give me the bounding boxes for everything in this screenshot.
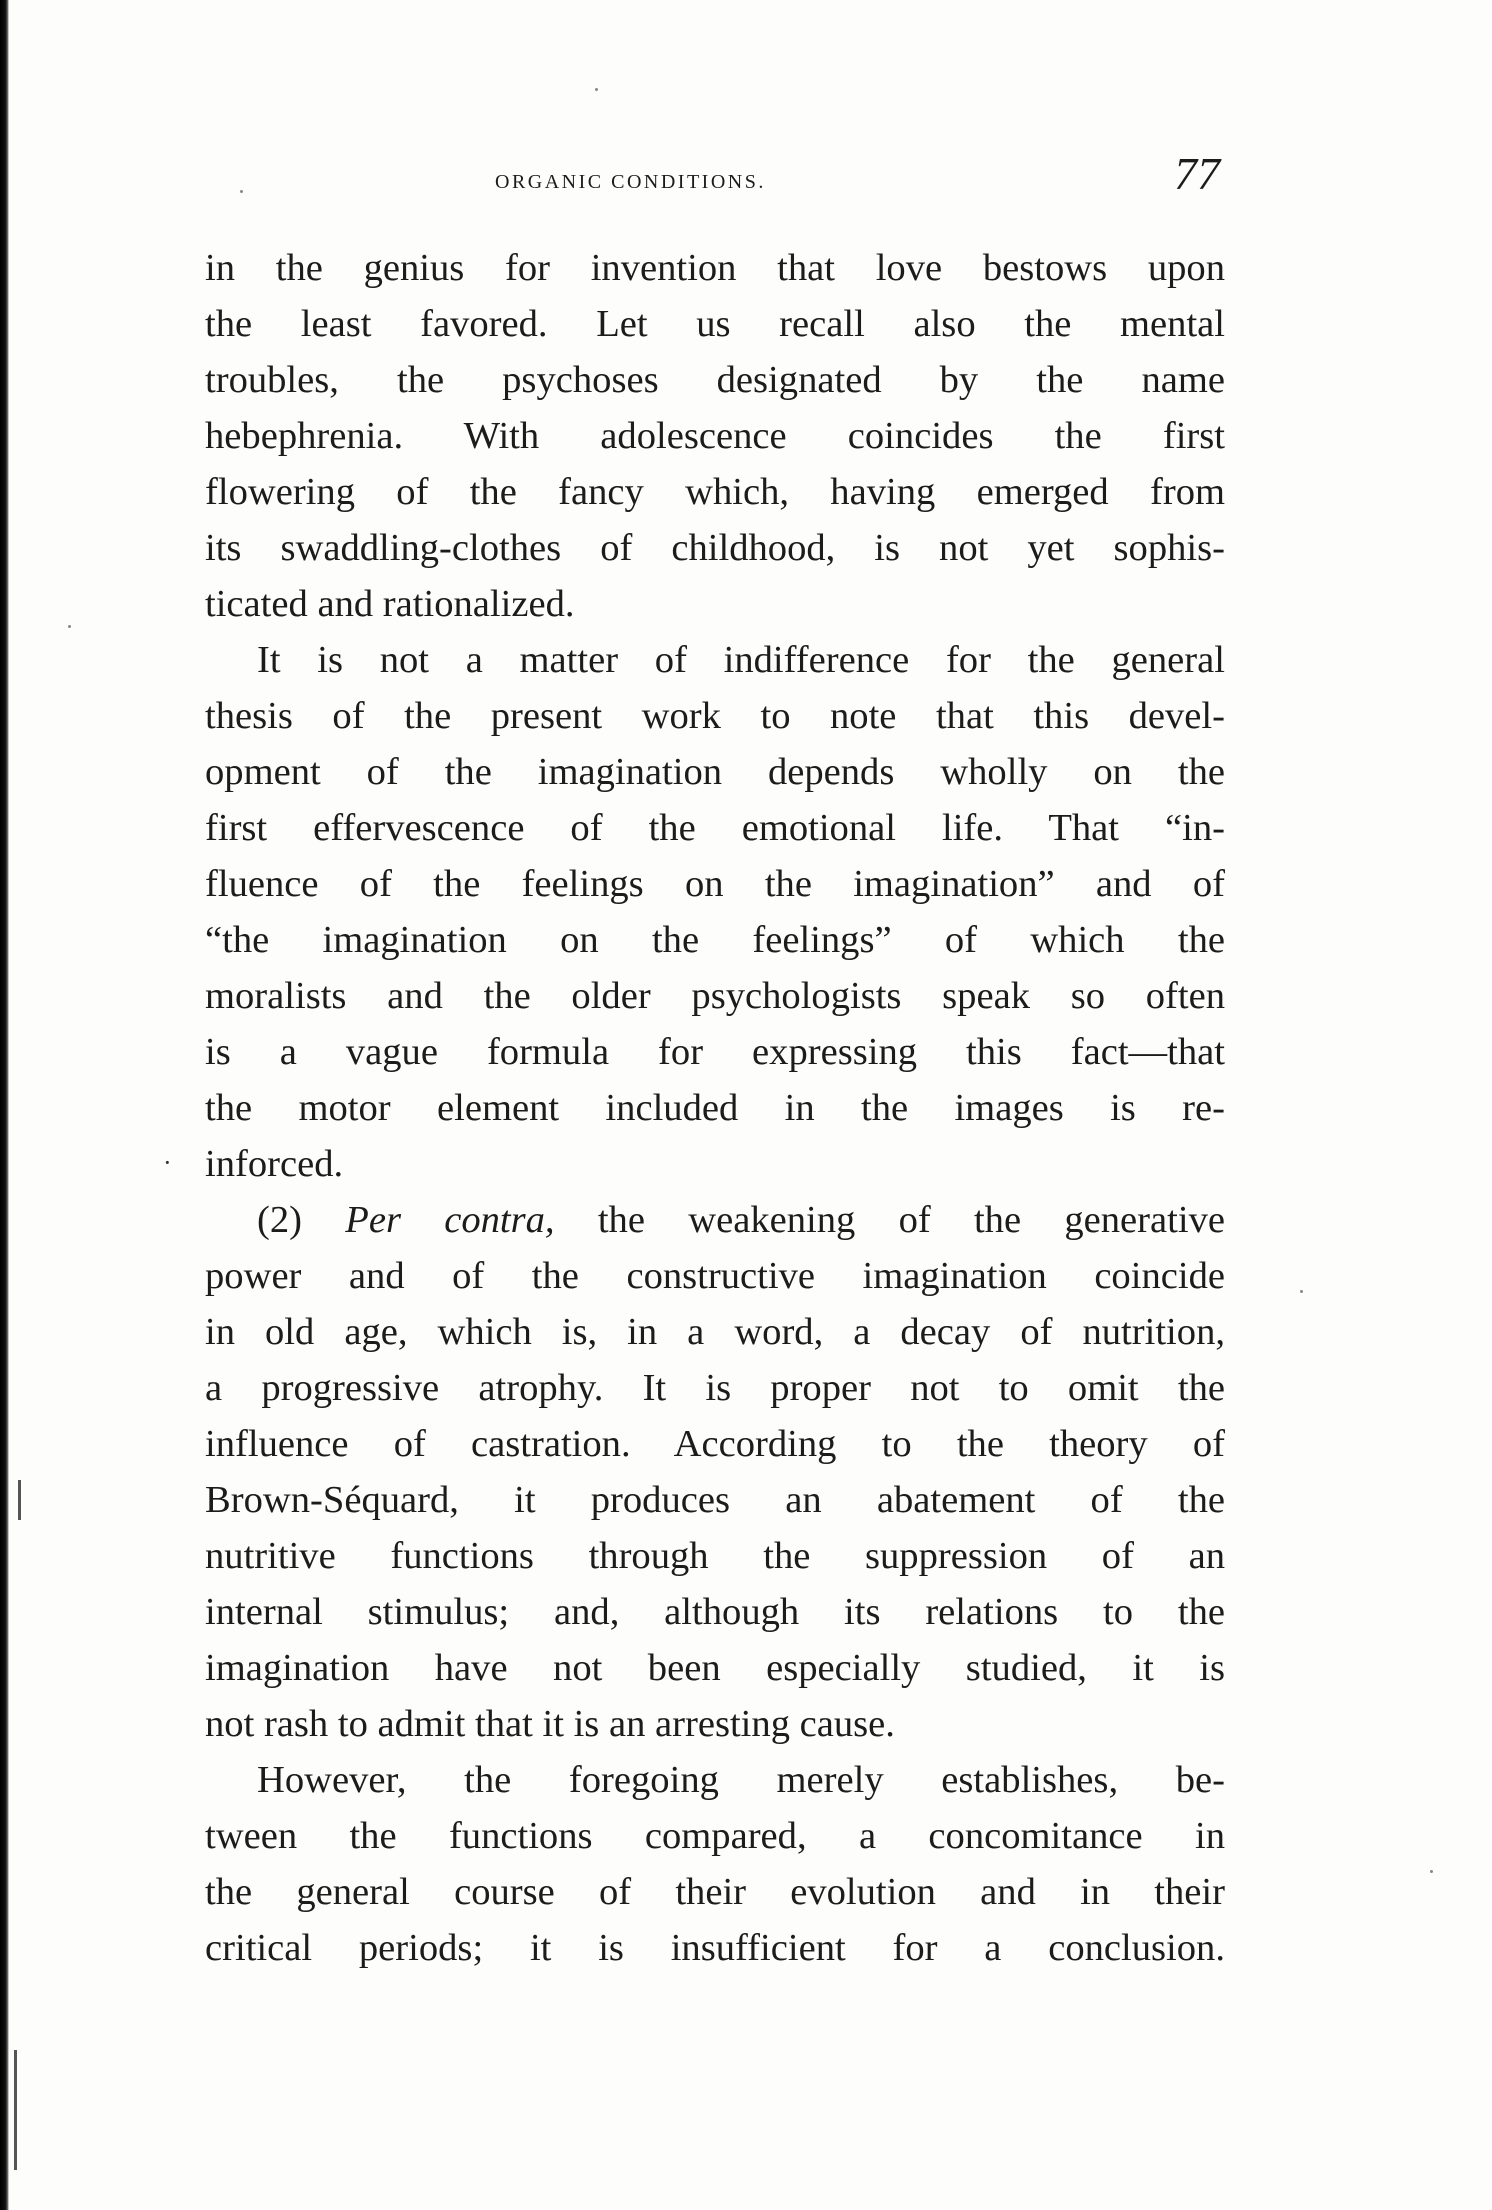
- text-fragment: the weakening of the generative: [554, 1199, 1225, 1241]
- text-line: However, the foregoing merely establishes, be-: [257, 1759, 1225, 1801]
- text-line: thesis of the present work to note that this devel-: [205, 695, 1225, 737]
- text-line: is a vague formula for expressing this fact—that: [205, 1031, 1225, 1073]
- text-line: in old age, which is, in a word, a decay of nutrition,: [205, 1311, 1225, 1353]
- paragraph-2: [205, 632, 1225, 1192]
- text-line: influence of castration. According to the theory of: [205, 1423, 1225, 1465]
- text-line: a progressive atrophy. It is proper not to omit the: [205, 1367, 1225, 1409]
- text-line: critical periods; it is insufficient for a conclusion.: [205, 1927, 1225, 1969]
- text-line: nutritive functions through the suppression of an: [205, 1535, 1225, 1577]
- paragraph-4: [205, 1752, 1225, 1976]
- text-line: fluence of the feelings on the imagination” and of: [205, 863, 1225, 905]
- text-line: Brown-Séquard, it produces an abatement of the: [205, 1479, 1225, 1521]
- page-number: 77: [1174, 148, 1220, 199]
- text-line: “the imagination on the feelings” of which the: [205, 919, 1225, 961]
- paper-speck: [595, 88, 598, 91]
- text-line: the general course of their evolution and in their: [205, 1871, 1225, 1913]
- text-line: It is not a matter of indifference for the general: [257, 639, 1225, 681]
- text-line: moralists and the older psychologists speak so often: [205, 975, 1225, 1017]
- paragraph-3: [205, 1192, 1225, 1752]
- text-line: troubles, the psychoses designated by the name: [205, 359, 1225, 401]
- italic-phrase: Per contra,: [345, 1199, 555, 1241]
- text-line: the motor element included in the images is re-: [205, 1087, 1225, 1129]
- text-line: in the genius for invention that love bestows upon: [205, 247, 1225, 289]
- section-number: (2): [257, 1199, 346, 1241]
- text-line: power and of the constructive imagination coincide: [205, 1255, 1225, 1297]
- text-line: its swaddling-clothes of childhood, is not yet sophis-: [205, 527, 1225, 569]
- page-edge-mark: [18, 1480, 21, 1520]
- paragraph-1: [205, 240, 1225, 632]
- text-line: first effervescence of the emotional life. That “in-: [205, 807, 1225, 849]
- text-line: inforced.: [205, 1143, 344, 1185]
- text-line: not rash to admit that it is an arresting cause.: [205, 1703, 895, 1745]
- running-header: [205, 145, 1225, 215]
- text-line: the least favored. Let us recall also the mental: [205, 303, 1225, 345]
- body-text: [205, 240, 1225, 1976]
- text-line: [205, 1192, 1225, 1248]
- paper-speck: [1300, 1290, 1303, 1293]
- text-line: opment of the imagination depends wholly on the: [205, 751, 1225, 793]
- text-line: flowering of the fancy which, having emerged from: [205, 471, 1225, 513]
- paper-speck: [68, 625, 71, 628]
- text-line: imagination have not been especially studied, it is: [205, 1647, 1225, 1689]
- margin-dot: ·: [163, 1148, 172, 1177]
- page-edge-mark: [14, 2050, 17, 2170]
- text-line: tween the functions compared, a concomitance in: [205, 1815, 1225, 1857]
- paper-speck: [1430, 1870, 1433, 1873]
- text-line: internal stimulus; and, although its relations to the: [205, 1591, 1225, 1633]
- book-spine-shadow: [0, 0, 9, 2210]
- text-line: hebephrenia. With adolescence coincides the first: [205, 415, 1225, 457]
- running-head-title: organic conditions.: [495, 163, 766, 195]
- text-line: ticated and rationalized.: [205, 583, 575, 625]
